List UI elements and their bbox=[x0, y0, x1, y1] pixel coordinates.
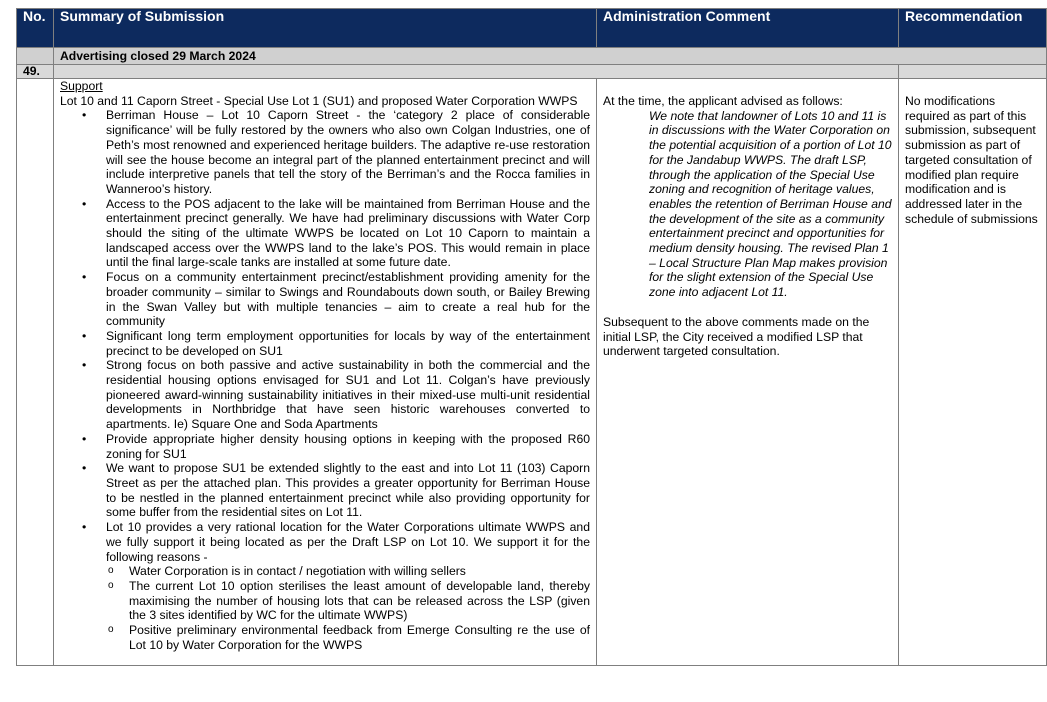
list-item: o Water Corporation is in contact / negotiation with willing sellers bbox=[108, 564, 466, 579]
bullet-glyph: • bbox=[82, 461, 87, 476]
list-item: • Focus on a community entertainment precinct/establishment providing amenity for the broader community – similar to Swings and Roundabouts down south, or Bailey Brewing in the Swan Valley but with multiple tenancies – aim to create a real hub for the community bbox=[82, 270, 590, 329]
recommendation-text: No modifications required as part of this submission, subsequent submission as part of targeted consultation of modified plan require modification and is addressed later in the schedule of submissions bbox=[905, 94, 1038, 226]
summary-bullets bbox=[60, 108, 590, 652]
table-header-row bbox=[17, 9, 1047, 48]
sub-bullet-glyph: o bbox=[108, 579, 114, 591]
summary-intro: Lot 10 and 11 Caporn Street - Special Use Lot 1 (SU1) and proposed Water Corporation WWPS bbox=[60, 93, 578, 108]
sub-bullet-glyph: o bbox=[108, 565, 114, 577]
recommendation-cell bbox=[899, 79, 1047, 666]
list-item: • We want to propose SU1 be extended slightly to the east and into Lot 11 (103) Caporn Street as per the attached plan. This provides a greater opportunity for Berriman House to be nestled in the planned entertainment precinct while also providing opportunity for some buffer from the residential sites on Lot 11. bbox=[82, 461, 590, 520]
list-item: o Positive preliminary environmental feedback from Emerge Consulting re the use of Lot 10 by Water Corporation for the WWPS bbox=[108, 623, 590, 652]
submissions-table bbox=[16, 8, 1047, 666]
bullet-glyph: • bbox=[82, 358, 87, 373]
bullet-glyph: • bbox=[82, 520, 87, 535]
summary-cell bbox=[54, 79, 597, 666]
advertising-band-row bbox=[17, 48, 1047, 65]
bullet-glyph: • bbox=[82, 270, 87, 285]
list-item: • Strong focus on both passive and active sustainability in both the commercial and the residential housing options envisaged for SU1 and Lot 11. Colgan’s have previously pioneered award-winning sustainability initiatives in their mixed-use multi-unit residential developments in Northbridge that have seen historic warehouses converted to apartments. Ie) Square One and Soda Apartments bbox=[82, 358, 590, 432]
admin-quote: We note that landowner of Lots 10 and 11 is in discussions with the Water Corporation on the potential acquisition of a portion of Lot 10 for the Jandabup WWPS. The draft LSP, through the application of the Special Use zoning and recognition of heritage values, enables the retention of Berriman House and the development of the site as a community entertainment precinct and opportunities for medium density housing. The revised Plan 1 – Local Structure Plan Map makes provision for the slight extension of the Special Use zone into adjacent Lot 11. bbox=[649, 108, 892, 300]
list-item: • Significant long term employment opportunities for locals by way of the entertainment precinct to be developed on SU1 bbox=[82, 328, 590, 358]
bullet-glyph: • bbox=[82, 196, 87, 211]
header-admin-comment: Administration Comment bbox=[597, 9, 899, 48]
header-no: No. bbox=[17, 9, 54, 48]
admin-lead: At the time, the applicant advised as follows: bbox=[603, 94, 843, 108]
support-heading: Support bbox=[60, 79, 103, 93]
header-summary: Summary of Submission bbox=[54, 9, 597, 48]
submission-number-row bbox=[17, 65, 1047, 79]
admin-comment-cell bbox=[597, 79, 899, 666]
list-item: • Access to the POS adjacent to the lake will be maintained from Berriman House and the entertainment precinct generally. We have had preliminary discussions with Water Corp should the siting of the ultimate WWPS be located on Lot 10 Caporn to maintain a landscaped access over the WWPS land to the lake’s POS. This would remain in place until the final large-scale tanks are installed at some future date. bbox=[82, 196, 590, 270]
summary-sub-bullets bbox=[106, 564, 590, 652]
list-item: • Lot 10 provides a very rational location for the Water Corporations ultimate WWPS and we fully support it being located as per the Draft LSP on Lot 10. We support it for the following reasons - o Water Corporation is in contact / negotiation with willing sellers o The current Lot 10 option sterilises the least amount of developable land, thereby maximising the number of housing lots that can be released across the LSP (given the 3 sites identified by WC for the ultimate WWPS) o Positive preliminary environmental feedback from Emerge Consulting re the use of Lot 10 by Water Corporation for the WWPS bbox=[82, 520, 590, 652]
submission-number: 49. bbox=[17, 65, 54, 79]
sub-bullet-glyph: o bbox=[108, 624, 114, 636]
list-item: o The current Lot 10 option sterilises the least amount of developable land, thereby maximising the number of housing lots that can be released across the LSP (given the 3 sites identified by WC for the ultimate WWPS) bbox=[108, 578, 590, 623]
bullet-glyph: • bbox=[82, 328, 87, 343]
list-item: • Provide appropriate higher density housing options in keeping with the proposed R60 zoning for SU1 bbox=[82, 431, 590, 461]
bullet-glyph: • bbox=[82, 431, 87, 446]
advertising-closed-text: Advertising closed 29 March 2024 bbox=[54, 48, 1047, 65]
bullet-glyph: • bbox=[82, 108, 87, 123]
admin-follow-up: Subsequent to the above comments made on the initial LSP, the City received a modified LSP that underwent targeted consultation. bbox=[603, 314, 870, 359]
list-item: • Berriman House – Lot 10 Caporn Street - the ‘category 2 place of considerable significance’ will be fully restored by the owners who also own Colgan Industries, one of Peth’s most renowned and experienced heritage builders. The adaptive re-use restoration will see the house become an integral part of the planned entertainment precinct and will include interpretive panels that tell the story of the Berriman’s and the Rocca families in Wanneroo’s history. bbox=[82, 108, 590, 196]
header-recommendation: Recommendation bbox=[899, 9, 1047, 48]
submission-row bbox=[17, 79, 1047, 666]
